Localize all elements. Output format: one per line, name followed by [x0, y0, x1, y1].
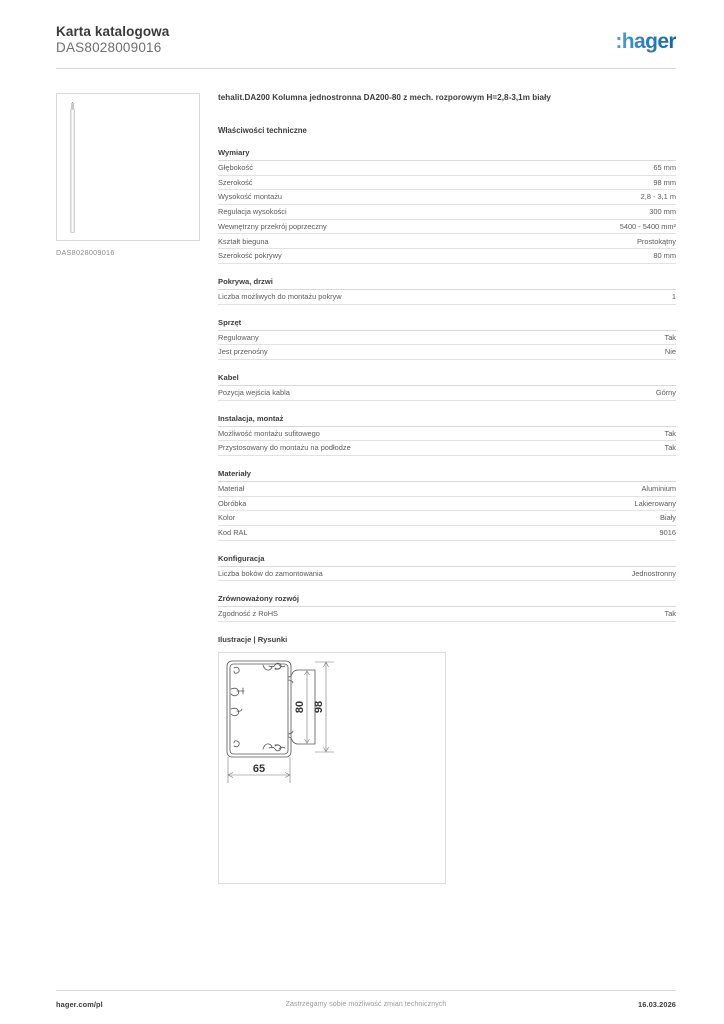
spec-group [218, 554, 676, 582]
spec-row [218, 607, 676, 622]
spec-row [218, 290, 676, 305]
spec-group-title: Zrównoważony rozwój [218, 594, 676, 607]
spec-row [218, 482, 676, 497]
spec-group-title: Instalacja, montaż [218, 414, 676, 427]
spec-group [218, 373, 676, 401]
spec-group-title: Sprzęt [218, 318, 676, 331]
spec-value: Aluminium [641, 484, 676, 494]
spec-groups [218, 148, 676, 622]
product-name: tehalit.DA200 Kolumna jednostronna DA200-80 z mech. rozporowym H=2,8-3,1m biały [218, 93, 551, 102]
spec-label: Kod RAL [218, 528, 248, 538]
product-image-frame [56, 93, 200, 241]
spec-value: Biały [659, 513, 676, 523]
spec-group [218, 594, 676, 622]
spec-row [218, 190, 676, 205]
footer-date: 16.03.2026 [638, 999, 676, 1009]
footer-divider [56, 990, 676, 991]
product-image-panel [56, 93, 202, 257]
product-photo [67, 103, 77, 233]
spec-value: 1 [671, 291, 676, 301]
spec-label: Wewnętrzny przekrój poprzeczny [218, 221, 327, 231]
dimension-label-total-width: 98 [313, 700, 325, 714]
spec-group-title: Konfiguracja [218, 554, 676, 567]
spec-value: 98 mm [653, 177, 676, 187]
spec-value: Prostokątny [636, 236, 676, 246]
spec-value: Górny [655, 387, 676, 397]
technical-drawing-frame [218, 652, 446, 884]
footer-website[interactable]: hager.com/pl [56, 999, 103, 1009]
spec-group-title: Materiały [218, 469, 676, 482]
spec-row [218, 234, 676, 249]
spec-label: Zgodność z RoHS [218, 609, 278, 619]
spec-group [218, 414, 676, 456]
spec-row [218, 526, 676, 541]
spec-value: Tak [664, 428, 676, 438]
header-divider [56, 68, 676, 69]
spec-value: Tak [664, 443, 676, 453]
spec-value: 2,8 - 3,1 m [640, 192, 676, 202]
spec-value: 65 mm [653, 163, 676, 173]
spec-label: Regulowany [218, 332, 259, 342]
dimension-label-depth: 65 [252, 763, 266, 776]
spec-row [218, 176, 676, 191]
spec-row [218, 161, 676, 176]
spec-label: Kolor [218, 513, 236, 523]
spec-group [218, 318, 676, 360]
drawings-title: Ilustracje | Rysunki [218, 635, 288, 645]
spec-label: Szerokość [218, 177, 253, 187]
page-title: Karta katalogowa [56, 24, 170, 39]
spec-group [218, 277, 676, 305]
spec-group-title: Pokrywa, drzwi [218, 277, 676, 290]
spec-value: 5400 - 5400 mm² [619, 221, 676, 231]
spec-label: Jest przenośny [218, 347, 268, 357]
spec-group [218, 148, 676, 264]
specifications-content [218, 92, 676, 884]
spec-label: Obróbka [218, 498, 247, 508]
spec-row [218, 220, 676, 235]
spec-row [218, 249, 676, 264]
spec-label: Materiał [218, 484, 245, 494]
dimension-label-cover-width: 80 [294, 700, 306, 714]
spec-value: Nie [664, 347, 676, 357]
spec-group [218, 469, 676, 541]
cross-section-drawing [219, 653, 445, 883]
spec-label: Liczba boków do zamontowania [218, 568, 323, 578]
spec-row [218, 441, 676, 456]
spec-label: Liczba możliwych do montażu pokryw [218, 291, 342, 301]
spec-value: 80 mm [653, 251, 676, 261]
spec-value: Tak [664, 332, 676, 342]
technical-properties-heading: Właściwości techniczne [218, 126, 307, 135]
header-title-block [56, 24, 169, 56]
spec-label: Głębokość [218, 163, 253, 173]
spec-label: Szerokość pokrywy [218, 251, 282, 261]
page-header [0, 0, 724, 68]
spec-group-title: Wymiary [218, 148, 676, 161]
spec-group-title: Kabel [218, 373, 676, 386]
page-footer [56, 996, 676, 1012]
spec-value: Tak [664, 609, 676, 619]
column-shaft [70, 109, 75, 233]
spec-row [218, 567, 676, 582]
spec-value: Lakierowany [634, 498, 676, 508]
spec-label: Wysokość montażu [218, 192, 283, 202]
spec-value: Jednostronny [631, 568, 676, 578]
spec-row [218, 345, 676, 360]
spec-row [218, 205, 676, 220]
spec-value: 300 mm [649, 207, 676, 217]
hager-logo: :hager [615, 30, 676, 53]
spec-row [218, 497, 676, 512]
spec-label: Możliwość montażu sufitowego [218, 428, 320, 438]
spec-label: Kształt bieguna [218, 236, 269, 246]
document-reference: DAS8028009016 [56, 40, 162, 55]
spec-label: Regulacja wysokości [218, 207, 287, 217]
spec-label: Pozycja wejścia kabla [218, 387, 290, 397]
spec-row [218, 386, 676, 401]
spec-label: Przystosowany do montażu na podłodze [218, 443, 351, 453]
footer-disclaimer: Zastrzegamy sobie możliwość zmian technicznych [285, 1000, 447, 1008]
spec-row [218, 511, 676, 526]
drawings-block [218, 635, 676, 884]
spec-value: 9016 [659, 528, 676, 538]
spec-row [218, 427, 676, 442]
spec-row [218, 331, 676, 346]
product-image-caption: DAS8028009016 [56, 248, 115, 257]
